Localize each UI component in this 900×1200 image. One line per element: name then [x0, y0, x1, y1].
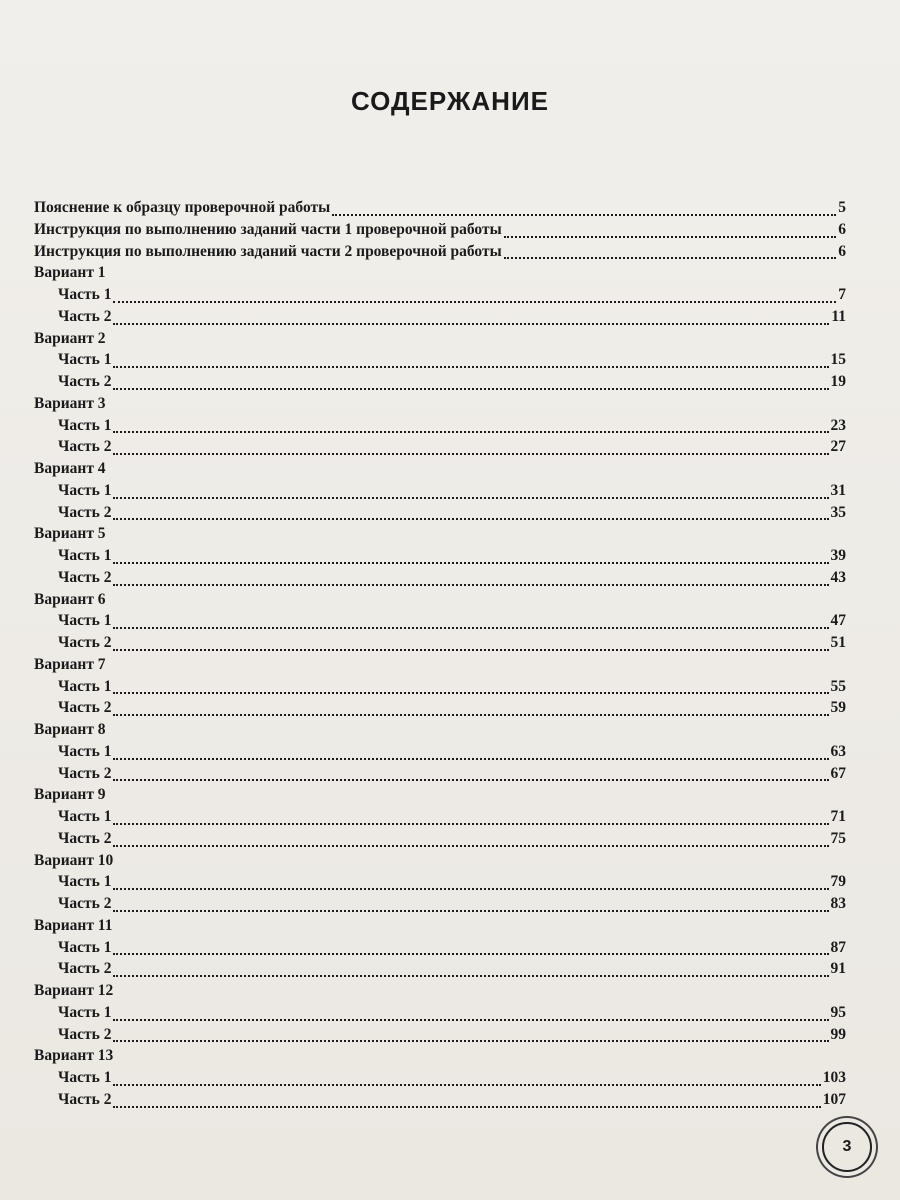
toc-entry-label: Вариант 5 — [34, 525, 106, 543]
dot-leader — [113, 301, 836, 303]
toc-entry — [34, 873, 846, 895]
toc-entry-label: Часть 1 — [58, 416, 112, 434]
toc-entry-label: Вариант 8 — [34, 721, 106, 738]
toc-entry-page: 23 — [830, 416, 846, 434]
toc-entry-page: 27 — [830, 438, 846, 456]
toc-entry-page: 43 — [830, 568, 846, 586]
toc-entry-page: 11 — [831, 307, 846, 325]
dot-leader — [113, 453, 828, 455]
toc-entry-label: Вариант 1 — [34, 264, 106, 282]
toc-entry — [34, 678, 846, 700]
toc-entry-label: Часть 1 — [58, 612, 112, 630]
toc-entry-page: 67 — [830, 764, 846, 782]
dot-leader — [113, 518, 828, 520]
toc-entry-page: 63 — [830, 742, 846, 760]
variant-heading — [34, 852, 846, 874]
dot-leader — [113, 692, 828, 694]
toc-entry — [34, 569, 846, 591]
dot-leader — [113, 497, 828, 499]
toc-entry-label: Часть 2 — [58, 373, 112, 390]
variant-heading — [34, 721, 846, 743]
toc-entry-label: Часть 2 — [58, 503, 112, 521]
toc-entry-label: Часть 1 — [58, 481, 112, 499]
dot-leader — [113, 779, 828, 781]
toc-entry-page: 5 — [838, 199, 846, 216]
toc-entry-page: 87 — [830, 938, 846, 956]
toc-entry — [34, 1004, 846, 1026]
toc-entry-label: Инструкция по выполнению заданий части 1 проверочной работы — [34, 220, 502, 238]
toc-entry-label: Часть 2 — [58, 1025, 112, 1043]
toc-entry-label: Вариант 2 — [34, 329, 106, 347]
toc-entry — [34, 221, 846, 243]
variant-heading — [34, 395, 846, 417]
toc-entry — [34, 612, 846, 634]
toc-entry-page: 99 — [830, 1025, 846, 1043]
dot-leader — [113, 1040, 828, 1042]
toc-entry-label: Вариант 6 — [34, 590, 106, 608]
toc-entry — [34, 286, 846, 308]
toc-entry-label: Часть 2 — [58, 764, 112, 782]
toc-entry-label: Часть 1 — [58, 286, 112, 303]
toc-entry-page: 35 — [830, 503, 846, 521]
variant-heading — [34, 786, 846, 808]
toc-entry-label: Часть 2 — [58, 634, 112, 651]
dot-leader — [113, 714, 828, 716]
variant-heading — [34, 525, 846, 547]
toc-entry-label: Часть 2 — [58, 829, 112, 847]
toc-entry — [34, 504, 846, 526]
dot-leader — [113, 1019, 828, 1021]
toc-entry-label: Вариант 4 — [34, 460, 106, 477]
dot-leader — [113, 431, 828, 433]
dot-leader — [113, 845, 828, 847]
variant-heading — [34, 982, 846, 1004]
toc-entry-label: Пояснение к образцу проверочной работы — [34, 199, 331, 216]
toc-entry-label: Часть 1 — [58, 808, 112, 825]
toc-entry — [34, 960, 846, 982]
toc-entry-page: 31 — [830, 481, 846, 499]
variant-heading — [34, 460, 846, 482]
variant-heading — [34, 656, 846, 678]
dot-leader — [113, 910, 828, 912]
toc-entry-label: Часть 1 — [58, 547, 112, 564]
dot-leader — [113, 366, 828, 368]
toc-entry-label: Вариант 10 — [34, 851, 114, 869]
toc-entry-label: Часть 2 — [58, 1090, 112, 1108]
toc-entry-page: 59 — [830, 699, 846, 717]
dot-leader — [504, 236, 837, 238]
dot-leader — [113, 627, 828, 629]
toc-entry-page: 91 — [830, 960, 846, 978]
toc-entry-label: Часть 1 — [58, 351, 112, 369]
toc-entry-label: Часть 1 — [58, 938, 112, 956]
toc-entry-page: 79 — [830, 873, 846, 891]
page-number-badge: 3 — [822, 1122, 872, 1172]
dot-leader — [113, 975, 828, 977]
toc-entry-page: 19 — [830, 373, 846, 390]
toc-entry-page: 95 — [830, 1003, 846, 1021]
page-title: СОДЕРЖАНИЕ — [351, 86, 549, 116]
variant-heading — [34, 264, 846, 286]
variant-heading — [34, 591, 846, 613]
toc-entry — [34, 547, 846, 569]
table-of-contents — [34, 199, 846, 1113]
toc-entry — [34, 199, 846, 221]
toc-entry — [34, 830, 846, 852]
toc-entry — [34, 1026, 846, 1048]
toc-entry-page: 83 — [830, 895, 846, 912]
dot-leader — [113, 1084, 820, 1086]
dot-leader — [113, 388, 828, 390]
toc-entry-label: Часть 1 — [58, 742, 112, 760]
toc-entry-label: Часть 2 — [58, 568, 112, 586]
toc-entry — [34, 939, 846, 961]
toc-entry — [34, 438, 846, 460]
toc-entry-label: Часть 2 — [58, 699, 112, 717]
dot-leader — [113, 953, 828, 955]
dot-leader — [113, 584, 828, 586]
toc-entry — [34, 351, 846, 373]
toc-entry — [34, 373, 846, 395]
toc-entry — [34, 895, 846, 917]
toc-entry-label: Вариант 12 — [34, 982, 114, 999]
toc-entry-label: Вариант 7 — [34, 655, 106, 673]
toc-entry — [34, 1069, 846, 1091]
toc-entry-page: 107 — [822, 1090, 846, 1108]
toc-entry-page: 6 — [838, 242, 846, 260]
toc-entry — [34, 743, 846, 765]
toc-entry — [34, 699, 846, 721]
toc-entry-label: Часть 2 — [58, 895, 112, 912]
toc-entry — [34, 308, 846, 330]
variant-heading — [34, 917, 846, 939]
toc-entry-label: Часть 2 — [58, 960, 112, 978]
toc-entry-label: Вариант 13 — [34, 1047, 114, 1065]
variant-heading — [34, 330, 846, 352]
toc-entry — [34, 634, 846, 656]
toc-entry-label: Вариант 11 — [34, 916, 113, 934]
toc-entry-label: Часть 2 — [58, 438, 112, 456]
dot-leader — [113, 323, 829, 325]
dot-leader — [113, 562, 828, 564]
toc-entry-page: 103 — [822, 1069, 846, 1086]
toc-entry-page: 6 — [838, 220, 846, 238]
dot-leader — [113, 1106, 820, 1108]
dot-leader — [504, 257, 837, 259]
dot-leader — [113, 649, 828, 651]
toc-entry-page: 75 — [830, 829, 846, 847]
toc-entry-label: Часть 2 — [58, 307, 112, 325]
toc-entry — [34, 243, 846, 265]
toc-entry-page: 15 — [830, 351, 846, 369]
toc-entry-label: Часть 1 — [58, 1069, 112, 1086]
toc-entry — [34, 808, 846, 830]
toc-entry-label: Вариант 3 — [34, 394, 106, 412]
toc-entry-page: 51 — [830, 634, 846, 651]
toc-entry-label: Часть 1 — [58, 1003, 112, 1021]
dot-leader — [113, 823, 828, 825]
dot-leader — [113, 888, 828, 890]
toc-entry — [34, 1091, 846, 1113]
variant-heading — [34, 1047, 846, 1069]
dot-leader — [332, 214, 836, 216]
toc-entry — [34, 417, 846, 439]
toc-entry-label: Часть 1 — [58, 677, 112, 695]
toc-entry-label: Вариант 9 — [34, 786, 106, 804]
toc-entry-page: 71 — [830, 808, 846, 825]
toc-entry-label: Часть 1 — [58, 873, 112, 891]
toc-entry-page: 55 — [830, 677, 846, 695]
toc-entry-page: 47 — [830, 612, 846, 630]
toc-entry-page: 39 — [830, 547, 846, 564]
toc-entry-page: 7 — [838, 286, 846, 303]
dot-leader — [113, 758, 828, 760]
toc-entry — [34, 765, 846, 787]
toc-entry — [34, 482, 846, 504]
toc-entry-label: Инструкция по выполнению заданий части 2 проверочной работы — [34, 242, 502, 260]
